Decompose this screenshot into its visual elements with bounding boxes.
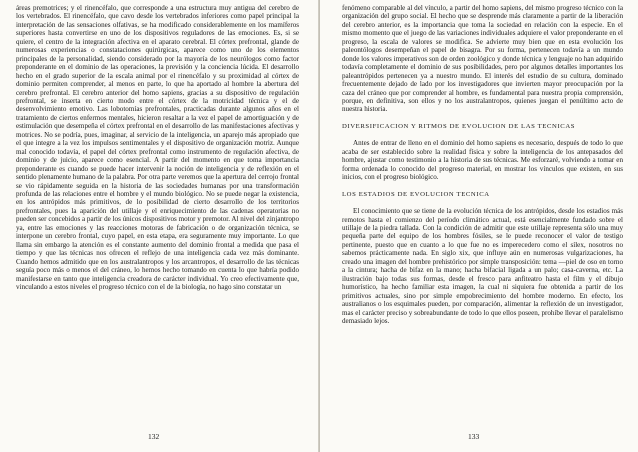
section-paragraph-diversificacion: Antes de entrar de lleno en el dominio del homo sapiens es necesario, después de todo lo que acaba de ser establecido sobre la realidad física y sobre la inteligencia de los antepasados del hombre, ajustar como testimonio a la historia de sus técnicas. Me esforzaré, volviendo a tomar en forma ordenada lo conocido del progreso material, en mostrar los vínculos que existen, en sus inicios, con el progreso biológico. — [342, 139, 623, 182]
right-intro-paragraph: fenómeno comparable al del vínculo, a partir del homo sapiens, del mismo progreso técnico con la organización del grupo social. El hecho que se desprende más claramente a partir de la liberación del cerebro anterior, es la importancia que toma la sociedad en relación con la especie. En el mismo momento que el juego de las variaciones individuales adquiere el valor preponderante en el progreso, la escala de valores se modifica. Se advierte muy bien que en esta evolución los paleontólogos desempeñan el papel de bisagra. Por su forma, pertenecen todavía a un mundo donde los valores imperativos son de orden zoológico y donde técnica y lenguaje no han adquirido todavía completamente el dominio de sus posibilidades, pero por algunos detalles importantes los paleantrópidos pertenecen ya a nuestro mundo. El interés del estudio de su cultura, dominado frecuentemente dejado de lado por los investigadores que invierten mayor preocupación por la caza del cráneo que por comprender al hombre, es fundamental para nuestra propia comprensión, porque, en definitiva, son ellos y no los australantropos, quienes juegan el penúltimo acto de nuestra historia. — [342, 4, 623, 114]
section-heading-diversificacion: DIVERSIFICACION Y RITMOS DE EVOLUCION DE LAS TECNICAS — [342, 122, 576, 130]
section-paragraph-estadios: El conocimiento que se tiene de la evolución técnica de los antrópidos, desde los estadios más remotos hasta el comienzo del período climático actual, está esencialmente fundado sobre el utillaje de la piedra tallada. Con la condición de admitir que este utillaje representa sólo una muy pequeña parte del equipo de los hombres fósiles, se le puede reconocer el valor de testigo pertinente, puesto que en cuanto a lo que fue no es imperecedero como el sílex, nosotros no sabemos prácticamente nada. En siglo xix, que influye aún en numerosas vulgarizaciones, ha creado una imagen del hombre prehistórico por simple transposición: tema —piel de oso en torno a la cintura; hacha de bifaz en la mano; hacha bifacial ligada a un palo; casa-caverna, etc. La ilustración bajo todas sus formas, desde el fresco para anfiteatro hasta el film y el dibujo humorístico, ha hecho familiar esta imagen, la cual ni siquiera fue obtenida a partir de los primitivos actuales, sino por simple empobrecimiento del hombre moderno. En efecto, los australianos o los esquimales pueden, por comparación, alimentar la reflexión de un investigador, mas el carácter preciso y sobreabundante de todo lo que ellos poseen, prohíbe llevar el paralelismo demasiado lejos. — [342, 207, 623, 325]
right-page — [320, 0, 638, 452]
left-paragraph: áreas premotrices; y el rinencéfalo, que corresponde a una estructura muy antigua del cerebro de los vertebrados. El rinencéfalo, que cavo desde los vertebrados inferiores como papel principal la interpretación de las sensaciones olfativas, se ha modificado considerablemente en los mamíferos superiores hasta convertirse en uno de los dispositivos reguladores de las emociones. Es, si se quiere, el centro de la integración afectiva en el aparato cerebral. El córtex prefrontal, glande de numerosas experiencias o constataciones quirúrgicas, aparece como uno de los elementos principales de la personalidad, siendo considerado por la mayoría de los neurólogos como factor preponderante en el dominio de las operaciones, la previsión y la conciencia lúcida. El desarrollo hecho en el grado superior de la escala animal por el rinencéfalo y su proximidad al córtex de dominio permiten comprender, al menos en parte, lo que ha aportado al hombre la abertura del cerebro prefrontal. El cerebro anterior del homo sapiens, gracias a su dispositivo de regulación prefrontal, se inserta en cierto modo entre el córtex de la motricidad técnica y el de desenvolvimiento emotivo. Las lobotomías prefrontales, practicadas durante algunos años en el tratamiento de ciertos enfermos mentales, hicieron resaltar a la vez el papel de amortiguación y de estimulación que desempeña el córtex prefrontal en el desarrollo de las manifestaciones afectivas y motrices. No se podría, pues, imaginar, al servicio de la inteligencia, un aparejo más apropiado que el que integre a la vez los impulsos sentimentales y el dispositivo de organización motriz. Aunque mal conocido todavía, el papel del córtex prefrontal como instrumento de regulación afectiva, de dominio y de juicio, aparece como esencial. A partir del momento en que toma importancia preponderante es cuando se puede hacer intervenir la noción de inteligencia y de reflexión en el sentido plenamente humano de la palabra. Por otra parte veremos que la apertura del cerrojo frontal se vio rápidamente seguida en la historia de las sociedades humanas por una transformación profunda de las relaciones entre el hombre y el mundo biológico. No se puede negar la existencia, en los antrópidos más primitivos, de lo posibilidad de cierto desarrollo de los territorios prefrontales, pues la aparición del utillaje y el enriquecimiento de las cadenas operatorias no pueden ser concebidos a partir de los únicos dispositivos motor y premotor. Al nivel del zinjantropo ya, entre las emociones y las reacciones motoras de fabricación o de organización técnica, se interpone un cerebro frontal, cuyo papel, en esta etapa, era seguramente muy importante. Lo que llama sin embargo la atención es el constante aumento del dominio frontal a medida que pasa el tiempo y que las técnicas nos ofrecen el reflejo de una inteligencia cada vez más dominante. Cuando hemos admitido que en los australantropos y los arcantropos, el desarrollo de las técnicas seguía poco más o menos el del cráneo, lo hemos hecho tomando en cuenta lo que habría podido manifestarse en tanto que inteligencia creadora de carácter individual. Yo creo efectivamente que, vinculando a estos niveles el progreso técnico con el de la biología, no hago sino constatar un — [16, 4, 299, 291]
left-page — [0, 0, 318, 452]
left-text-column — [16, 4, 299, 291]
section-heading-estadios: LOS ESTADIOS DE EVOLUCION TECNICA — [342, 190, 490, 198]
left-page-number: 132 — [148, 432, 160, 441]
right-text-column — [342, 4, 623, 325]
right-page-number: 133 — [468, 432, 480, 441]
